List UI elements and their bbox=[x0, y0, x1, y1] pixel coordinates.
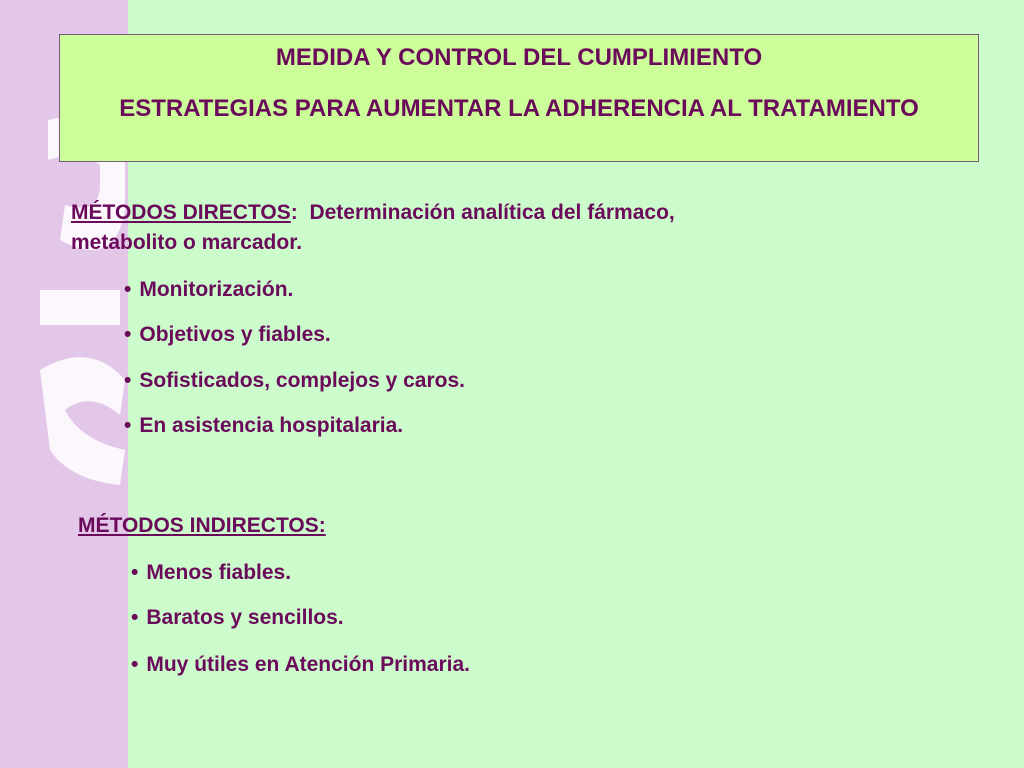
direct-bullet: • Monitorización. bbox=[124, 275, 293, 305]
direct-bullet: • En asistencia hospitalaria. bbox=[124, 411, 403, 441]
indirect-bullet: • Muy útiles en Atención Primaria. bbox=[131, 650, 470, 680]
direct-bullet: • Sofisticados, complejos y caros. bbox=[124, 366, 465, 396]
direct-methods-text-2: metabolito o marcador. bbox=[71, 231, 303, 254]
slide-title: MEDIDA Y CONTROL DEL CUMPLIMIENTO bbox=[275, 44, 763, 71]
indirect-bullet: • Baratos y sencillos. bbox=[131, 603, 344, 633]
direct-methods-colon: : bbox=[290, 201, 298, 224]
indirect-methods-heading: MÉTODOS INDIRECTOS: bbox=[78, 514, 326, 537]
slide-subtitle: ESTRATEGIAS PARA AUMENTAR LA ADHERENCIA AL TRATAMIENTO bbox=[119, 95, 919, 122]
direct-methods-heading: MÉTODOS DIRECTOS bbox=[71, 201, 291, 224]
direct-methods-line bbox=[71, 198, 675, 228]
direct-methods-text-1: Determinación analítica del fármaco, bbox=[309, 201, 675, 224]
indirect-bullet: • Menos fiables. bbox=[131, 558, 291, 588]
direct-bullet: • Objetivos y fiables. bbox=[124, 320, 331, 350]
title-box bbox=[59, 34, 979, 162]
